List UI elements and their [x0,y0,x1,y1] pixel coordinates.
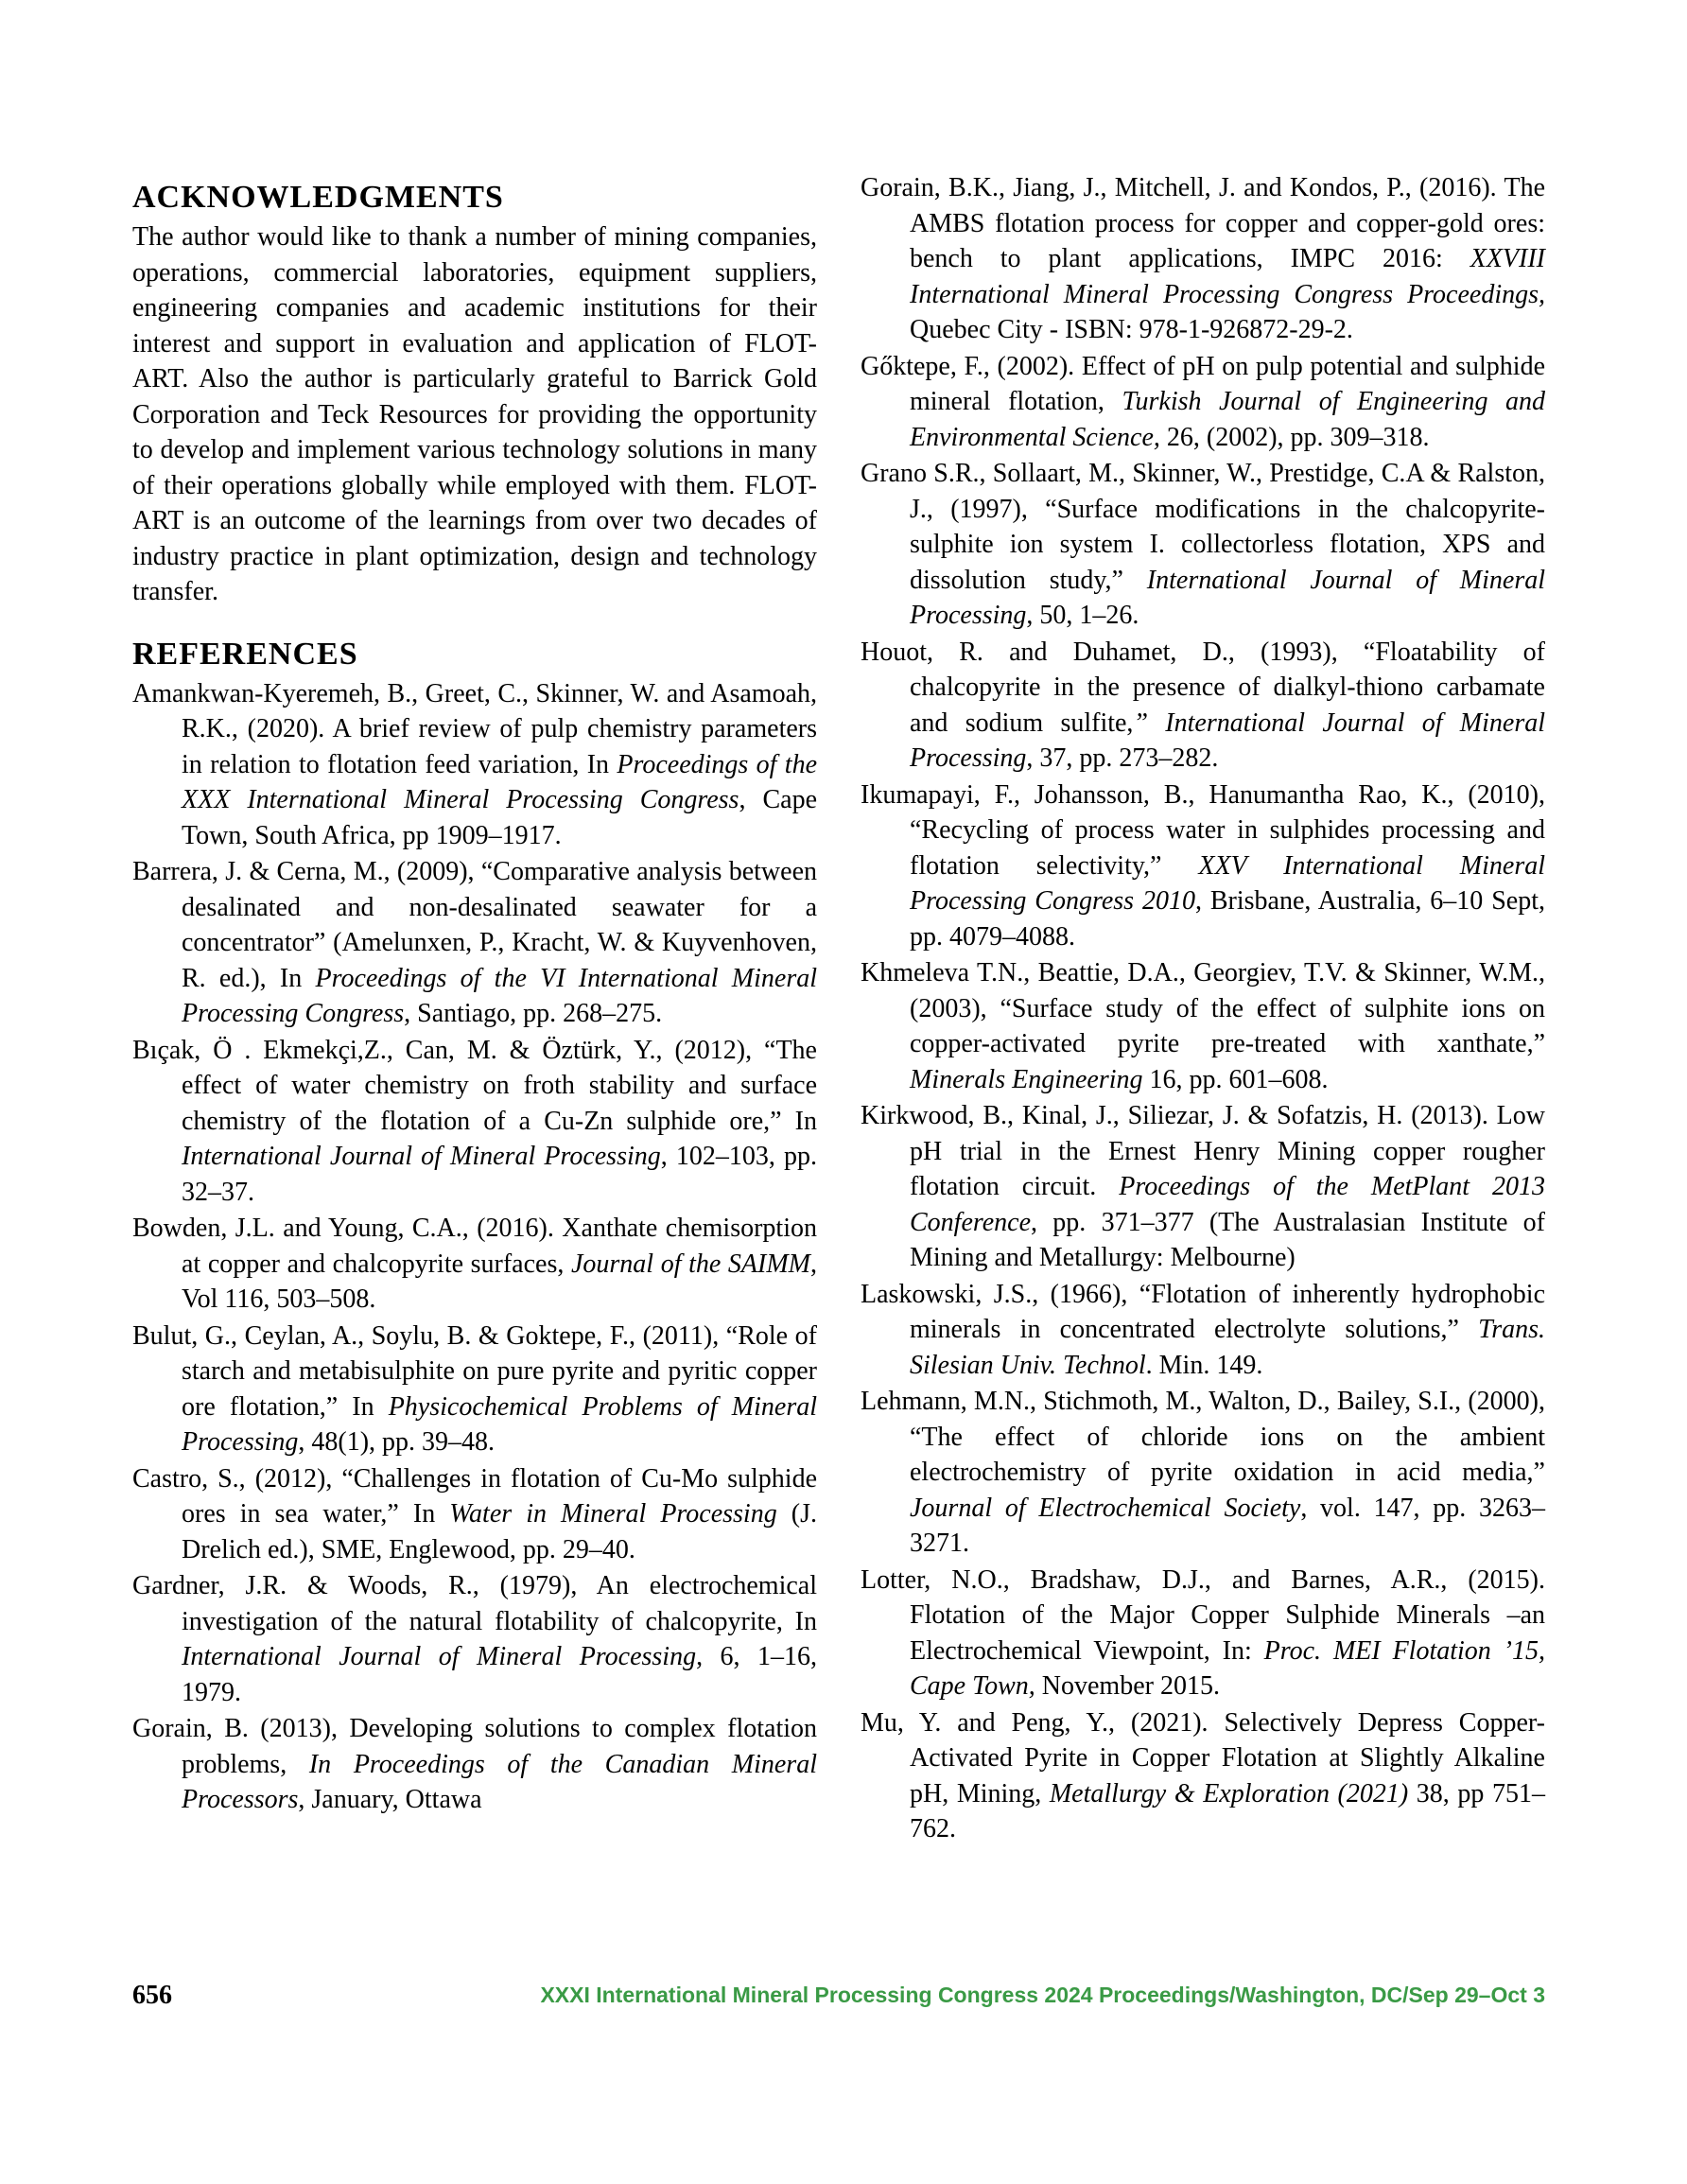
reference-text: (J. Drelich ed.), SME, Englewood, pp. 29–40. [182,1499,817,1564]
reference-text: Khmeleva T.N., Beattie, D.A., Georgiev, T.V. & Skinner, W.M., (2003), “Surface study of the effect of sulphite ions on copper-activated pyrite pre-treated with xanthate,” [861,958,1545,1058]
reference-text: Bulut, G., Ceylan, A., Soylu, B. & Goktepe, F., (2011), “Role of starch and metabisulphite on pure pyrite and pyritic copper ore flotation,” In [132,1320,817,1422]
reference-source-title: Water in Mineral Processing [449,1499,777,1529]
reference-source-title: Metallurgy & Exploration (2021) [1049,1778,1409,1808]
reference-text: Lotter, N.O., Bradshaw, D.J., and Barnes, A.R., (2015). Flotation of the Major Copper Sulphide Minerals –an Electrochemical Viewpoint, In: [861,1564,1545,1666]
reference-entry [132,1461,817,1568]
reference-source-title: Proceedings of the VI International Mineral Processing Congress [182,963,817,1028]
left-column [132,170,817,1819]
reference-text: Gőktepe, F., (2002). Effect of pH on pulp potential and sulphide mineral flotation, [861,351,1545,416]
reference-text: Bıçak, Ö . Ekmekçi,Z., Can, M. & Öztürk, Y., (2012), “The effect of water chemistry on froth stability and surface chemistry of the flotation of a Cu-Zn sulphide ore,” In [132,1035,817,1136]
reference-text: Bowden, J.L. and Young, C.A., (2016). Xanthate chemisorption at copper and chalcopyrite surfaces, [132,1214,817,1279]
reference-text: , 50, 1–26. [1026,601,1139,630]
reference-entry [132,1711,817,1818]
reference-source-title: Journal of Electrochemical Society [910,1493,1301,1523]
reference-entry [132,676,817,854]
reference-text: , Cape Town, South Africa, pp 1909–1917. [182,785,817,850]
reference-entry [861,1705,1545,1847]
reference-source-title: XXV International Mineral Processing Congress 2010 [910,850,1545,916]
reference-text: , vol. 147, pp. 3263–3271. [910,1493,1545,1558]
reference-entry [861,635,1545,777]
acknowledgments-heading: ACKNOWLEDGMENTS [132,180,504,215]
reference-text: Lehmann, M.N., Stichmoth, M., Walton, D., Bailey, S.I., (2000), “The effect of chloride ions on the ambient electrochemistry of pyrite oxidation in acid media,” [861,1387,1545,1487]
reference-text: Mu, Y. and Peng, Y., (2021). Selectively Depress Copper-Activated Pyrite in Copper Flotation at Slightly Alkaline pH, Mining, [861,1707,1545,1808]
right-column [861,170,1545,1848]
reference-text: Gorain, B. (2013), Developing solutions to complex flotation problems, [132,1714,817,1779]
reference-text: Laskowski, J.S., (1966), “Flotation of inherently hydrophobic minerals in concentrated electrolyte solutions,” [861,1279,1545,1344]
reference-source-title: Proc. MEI Flotation ’15, Cape Town, [910,1635,1546,1701]
reference-text: , Santiago, pp. 268–275. [404,999,663,1028]
reference-text: Grano S.R., Sollaart, M., Skinner, W., Prestidge, C.A & Ralston, J., (1997), “Surface modifications in the chalcopyrite-sulphite ion system I. collectorless flotation, XPS and dissolution study,” [861,459,1545,595]
reference-source-title: Minerals Engineering [910,1064,1143,1094]
reference-entry [861,778,1545,955]
reference-entry [132,854,817,1032]
reference-source-title: Physicochemical Problems of Mineral Processing [182,1391,817,1457]
reference-text: Kirkwood, B., Kinal, J., Siliezar, J. & Sofatzis, H. (2013). Low pH trial in the Ernest Henry Mining copper rougher flotation circuit. [861,1101,1545,1201]
reference-source-title: ” International Journal of Mineral Processing [910,708,1545,773]
reference-text: , pp. 371–377 (The Australasian Institute of Mining and Metallurgy: Melbourne) [910,1207,1545,1272]
acknowledgments-text: The author would like to thank a number of mining companies, operations, commercial laboratories, equipment suppliers, engineering companies and academic institutions for their interest and support in evaluation and application of FLOT-ART. Also the author is particularly grateful to Barrick Gold Corporation and Teck Resources for providing the opportunity to develop and implement various technology solutions in many of their operations globally while employed with them. FLOT-ART is an outcome of the learnings from over two decades of industry practice in plant optimization, design and technology transfer. [132,222,817,606]
reference-source-title: Proceedings of the MetPlant 2013 Conference [910,1172,1546,1237]
references-heading: REFERENCES [132,636,358,672]
reference-text: , January, Ottawa [298,1785,482,1814]
running-footer-title: XXXI International Mineral Processing Congress 2024 Proceedings/Washington, DC/Sep 29–Oct 3 [540,1983,1545,2007]
reference-source-title: In Proceedings of the Canadian Mineral Processors [182,1749,817,1814]
reference-source-title: Trans. Silesian Univ. Technol [910,1315,1545,1380]
reference-entry [861,955,1545,1097]
reference-entry [861,170,1545,348]
reference-entry [861,456,1545,634]
reference-entry [861,1384,1545,1562]
reference-source-title: Journal of the SAIMM [570,1249,810,1279]
reference-entry [132,1568,817,1710]
reference-text: , 6, 1–16, 1979. [182,1642,817,1707]
reference-entry [861,1277,1545,1384]
reference-text: . Min. 149. [1145,1350,1263,1380]
reference-text: November 2015. [1035,1671,1220,1701]
reference-text: Quebec City - ISBN: 978-1-926872-29-2. [910,315,1353,344]
reference-text: , Vol 116, 503–508. [182,1249,817,1314]
reference-entry [132,1033,817,1211]
reference-source-title: International Journal of Mineral Processing [182,1142,661,1171]
reference-list-left [132,676,817,1818]
page-footer [132,1981,1545,2018]
reference-text: Ikumapayi, F., Johansson, B., Hanumantha Rao, K., (2010), “Recycling of process water in sulphides processing and flotation selectivity,” [861,779,1545,881]
reference-entry [132,1319,817,1460]
reference-source-title: Proceedings of the XXX International Mineral Processing Congress [182,749,818,814]
page-number: 656 [132,1981,172,2010]
reference-entry [861,1563,1545,1704]
reference-source-title: International Journal of Mineral Processing [182,1642,697,1671]
reference-text: 16, pp. 601–608. [1142,1064,1329,1094]
reference-text: Gardner, J.R. & Woods, R., (1979), An electrochemical investigation of the natural flotability of chalcopyrite, In [132,1571,817,1636]
reference-text: 26, (2002), pp. 309–318. [1159,422,1430,452]
reference-entry [861,1098,1545,1276]
reference-entry [861,349,1545,456]
reference-list-right [861,170,1545,1847]
reference-text: 38, pp 751–762. [910,1778,1545,1843]
reference-source-title: XXVIII International Mineral Processing Congress Proceedings, [910,244,1545,309]
reference-text: Amankwan-Kyeremeh, B., Greet, C., Skinner, W. and Asamoah, R.K., (2020). A brief review of pulp chemistry parameters in relation to flotation feed variation, In [132,678,817,779]
reference-text: , 37, pp. 273–282. [1026,743,1219,773]
reference-source-title: Turkish Journal of Engineering and Environmental Science, [910,387,1545,452]
reference-entry [132,1211,817,1318]
reference-source-title: International Journal of Mineral Processing [910,565,1545,630]
reference-text: , Brisbane, Australia, 6–10 Sept, pp. 4079–4088. [910,886,1545,952]
reference-text: Gorain, B.K., Jiang, J., Mitchell, J. and Kondos, P., (2016). The AMBS flotation process for copper and copper-gold ores: bench to plant applications, IMPC 2016: [861,173,1545,273]
reference-text: Houot, R. and Duhamet, D., (1993), “Floatability of chalcopyrite in the presence of dialkyl-thiono carbamate and sodium sulfite, [861,637,1545,738]
reference-text: Castro, S., (2012), “Challenges in flotation of Cu-Mo sulphide ores in sea water,” In [132,1463,817,1529]
reference-text: , 102–103, pp. 32–37. [182,1142,817,1207]
reference-text: , 48(1), pp. 39–48. [298,1427,496,1457]
reference-text: Barrera, J. & Cerna, M., (2009), “Comparative analysis between desalinated and non-desalinated seawater for a concentrator” (Amelunxen, P., Kracht, W. & Kuyvenhoven, R. ed.), In [132,857,817,993]
